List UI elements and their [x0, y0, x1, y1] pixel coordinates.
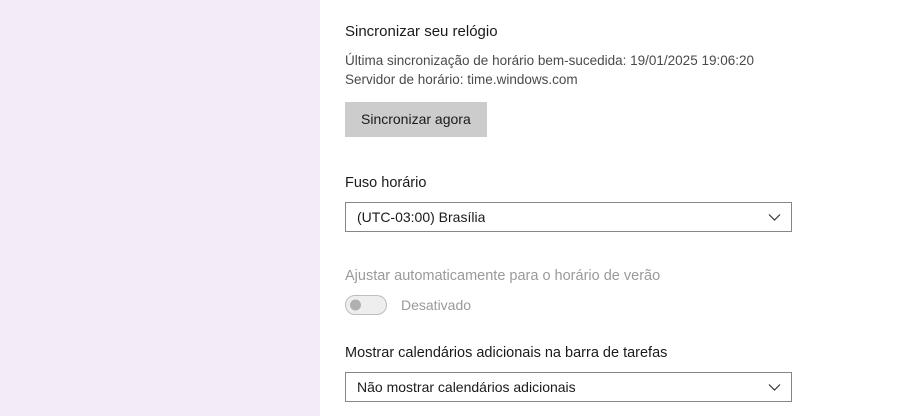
dst-label: Ajustar automaticamente para o horário de verão [345, 268, 661, 284]
dst-section [345, 266, 902, 315]
dst-toggle-knob [350, 300, 361, 311]
timezone-dropdown[interactable] [345, 202, 792, 232]
dst-toggle[interactable] [345, 295, 387, 315]
dst-toggle-state: Desativado [401, 297, 472, 313]
sync-clock-section [345, 22, 902, 137]
sync-now-button[interactable]: Sincronizar agora [345, 102, 487, 137]
chevron-down-icon [768, 373, 781, 401]
timezone-section [345, 173, 902, 232]
dst-toggle-row [345, 295, 902, 315]
timezone-value: (UTC-03:00) Brasília [357, 209, 486, 225]
sync-clock-heading: Sincronizar seu relógio [345, 23, 498, 40]
additional-calendars-label: Mostrar calendários adicionais na barra de tarefas [345, 345, 668, 361]
additional-calendars-dropdown[interactable] [345, 372, 792, 402]
additional-calendars-section [345, 343, 902, 402]
additional-calendars-value: Não mostrar calendários adicionais [357, 379, 576, 395]
left-pane-background [0, 0, 320, 416]
time-server-text: Servidor de horário: time.windows.com [345, 72, 578, 87]
chevron-down-icon [768, 203, 781, 231]
last-sync-text: Última sincronização de horário bem-sucedida: 19/01/2025 19:06:20 [345, 53, 755, 68]
timezone-label: Fuso horário [345, 175, 427, 191]
settings-content [320, 0, 902, 416]
